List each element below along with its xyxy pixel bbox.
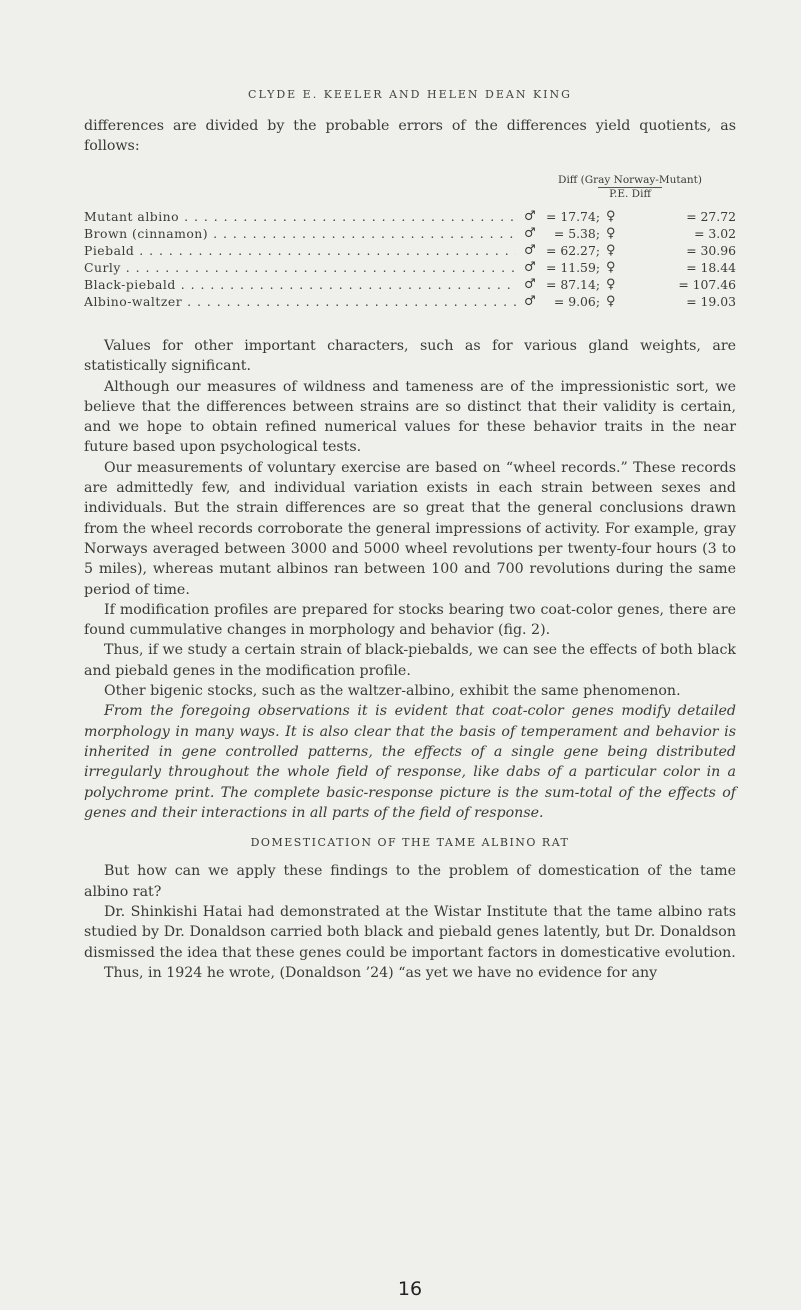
table-row	[84, 276, 736, 293]
paragraph: Other bigenic stocks, such as the waltzer-albino, exhibit the same phenomenon.	[104, 683, 681, 700]
paragraph: Thus, if we study a certain strain of black-piebalds, we can see the effects of both black and piebald genes in the modification profile.	[84, 642, 736, 679]
page-number: 16	[397, 1278, 423, 1300]
female-value: = 27.72	[686, 209, 736, 224]
female-symbol-icon: ♀	[606, 226, 616, 241]
paragraph: Values for other important characters, such as for various gland weights, are statistically significant.	[84, 338, 736, 375]
running-head: CLYDE E. KEELER AND HELEN DEAN KING	[248, 88, 572, 101]
paragraph: But how can we apply these findings to the problem of domestication of the tame albino rat?	[84, 863, 736, 900]
male-symbol-icon: ♂	[524, 260, 536, 275]
table-row	[84, 208, 736, 225]
paragraph: Dr. Shinkishi Hatai had demonstrated at the Wistar Institute that the tame albino rats studied by Dr. Donaldson carried both black and piebald genes latently, but Dr. Donaldson dismissed the idea that these genes could be important factors in domesticative evolution.	[84, 904, 736, 961]
row-label: Curly . . .	[84, 259, 516, 276]
male-value: = 62.27;	[546, 243, 600, 258]
table-row	[84, 225, 736, 242]
female-symbol-icon: ♀	[606, 277, 616, 292]
body-text	[84, 336, 736, 983]
male-value: = 5.38;	[553, 226, 600, 241]
male-value: = 17.74;	[546, 209, 600, 224]
row-label: Albino-waltzer . . .	[84, 293, 516, 310]
paragraph: Thus, in 1924 he wrote, (Donaldson ’24) “as yet we have no evidence for any	[104, 964, 658, 981]
female-value: = 18.44	[686, 260, 736, 275]
row-label: Black-piebald . . .	[84, 276, 516, 293]
female-value: = 3.02	[694, 226, 736, 241]
section-heading: DOMESTICATION OF THE TAME ALBINO RAT	[250, 836, 570, 850]
male-symbol-icon: ♂	[524, 243, 536, 258]
row-label: Brown (cinnamon) . . .	[84, 225, 516, 242]
paragraph: Although our measures of wildness and tameness are of the impressionistic sort, we believe that the differences between strains are so distinct that their validity is certain, and we hope to obtain refined numerical values for these behavior traits in the near future based upon psychological tests.	[84, 378, 736, 456]
female-value: = 30.96	[686, 243, 736, 258]
paragraph: Our measurements of voluntary exercise are based on “wheel records.” These records are admittedly few, and individual variation exists in each strain between sexes and individuals. But the strain differences are so great that the general conclusions drawn from the wheel records corroborate the general impressions of activity. For example, gray Norways averaged between 3000 and 5000 wheel revolutions per twenty-four hours (3 to 5 miles), whereas mutant albinos ran between 100 and 700 revolutions during the same period of time.	[84, 459, 736, 598]
male-value: = 9.06;	[553, 294, 600, 309]
table-row	[84, 259, 736, 276]
male-symbol-icon: ♂	[524, 277, 536, 292]
table-row	[84, 293, 736, 310]
table-header	[524, 174, 736, 201]
italic-conclusion-paragraph: From the foregoing observations it is evident that coat-color genes modify detailed morphology in many ways. It is also clear that the basis of temperament and behavior is inherited in gene controlled patterns, the effects of a single gene being distributed irregularly throughout the whole field of response, like dabs of a particular color in a polychrome print. The complete basic-response picture is the sum-total of the effects of genes and their interactions in all parts of the field of response.	[84, 703, 736, 821]
male-value: = 87.14;	[546, 277, 600, 292]
male-symbol-icon: ♂	[524, 294, 536, 309]
female-symbol-icon: ♀	[606, 243, 616, 258]
female-symbol-icon: ♀	[606, 260, 616, 275]
table-row	[84, 242, 736, 259]
male-symbol-icon: ♂	[524, 209, 536, 224]
female-symbol-icon: ♀	[606, 209, 616, 224]
male-symbol-icon: ♂	[524, 226, 536, 241]
male-value: = 11.59;	[546, 260, 600, 275]
row-label: Piebald . . .	[84, 242, 516, 259]
female-value: = 19.03	[686, 294, 736, 309]
female-value: = 107.46	[678, 277, 736, 292]
table-header-denominator: P.E. Diff	[598, 187, 662, 201]
table-header-numerator: Diff (Gray Norway-Mutant)	[558, 174, 702, 186]
female-symbol-icon: ♀	[606, 294, 616, 309]
paragraph: If modification profiles are prepared for stocks bearing two coat-color genes, there are found cummulative changes in morphology and behavior (fig. 2).	[84, 601, 736, 639]
row-label: Mutant albino . . .	[84, 208, 516, 225]
intro-paragraph: differences are divided by the probable errors of the differences yield quotients, as follows:	[84, 118, 736, 154]
